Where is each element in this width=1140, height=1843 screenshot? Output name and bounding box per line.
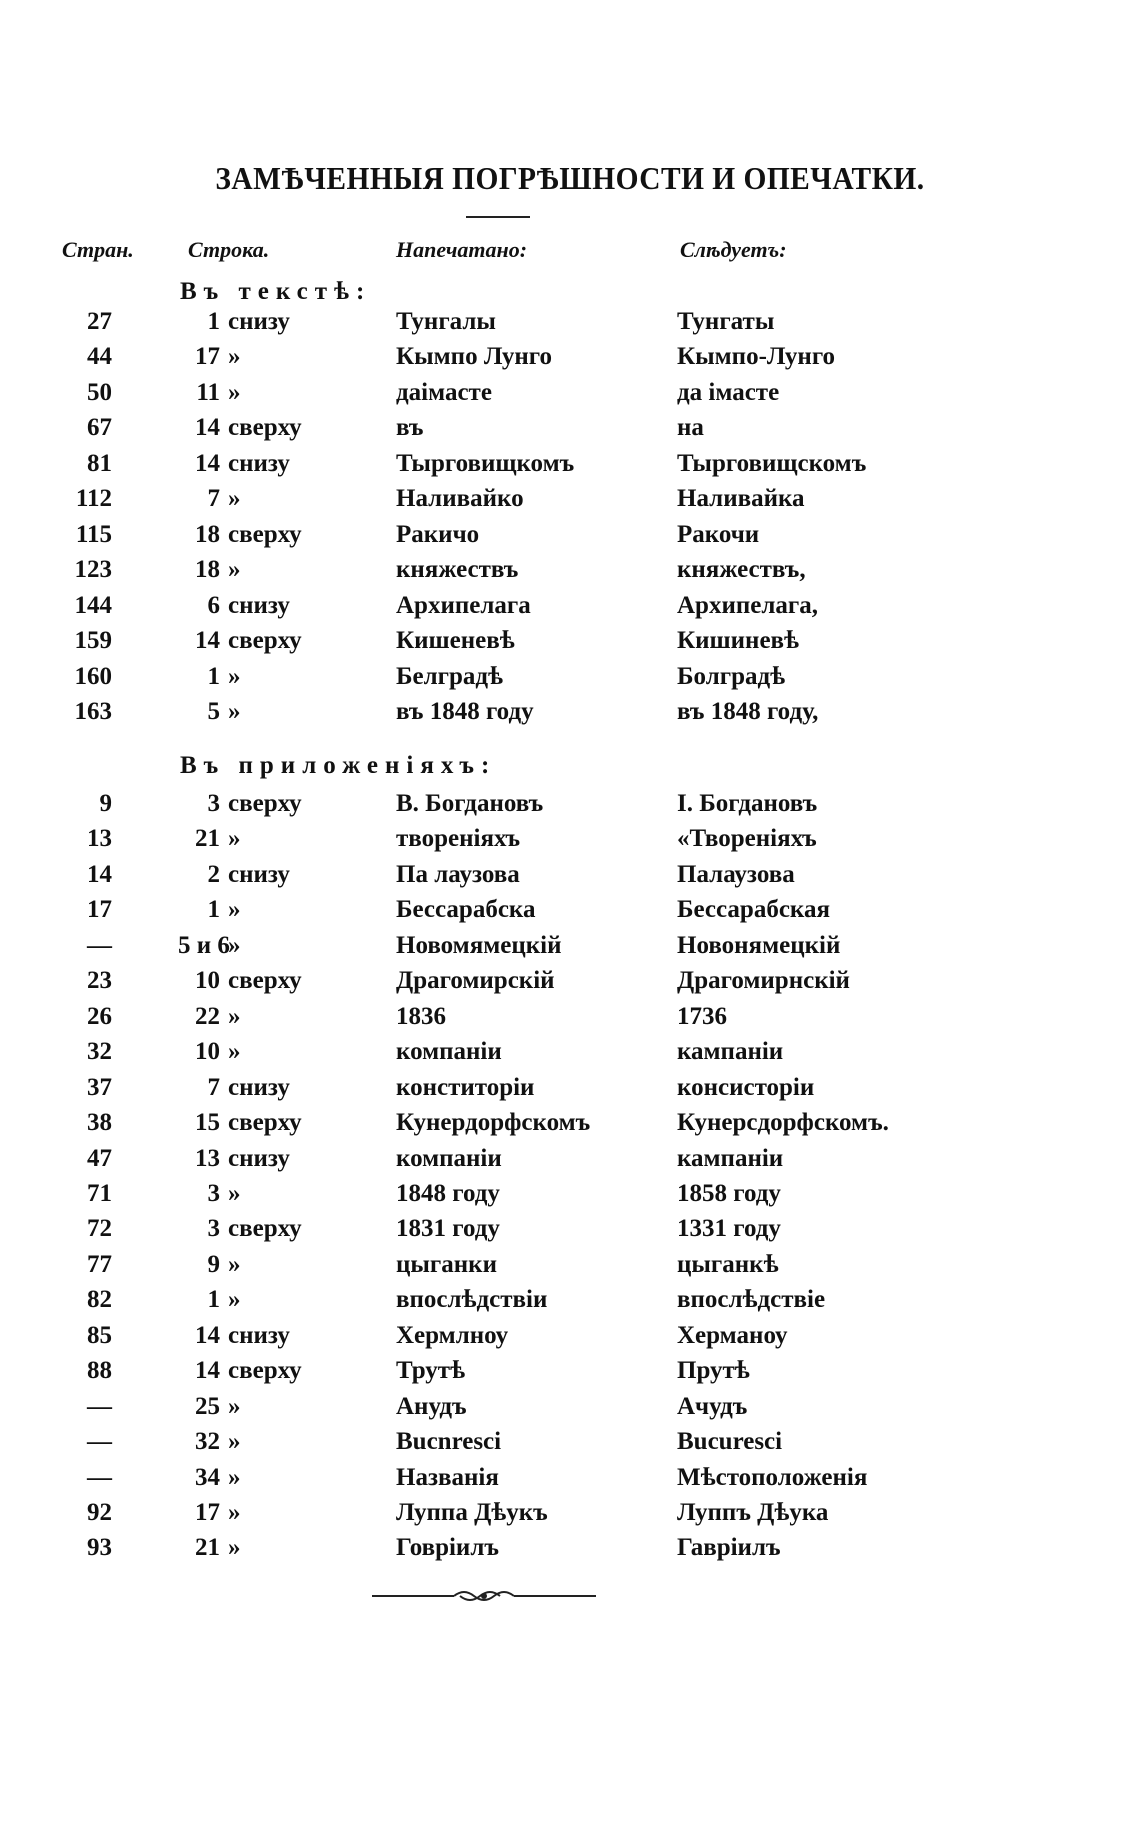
line-number: 3 — [207, 790, 220, 817]
errata-row — [0, 1464, 1140, 1499]
line-number: 14 — [195, 414, 220, 442]
line-number: 18 — [195, 556, 220, 584]
line-number: 17 — [195, 343, 220, 371]
correct-text: кампанiи — [677, 1038, 784, 1066]
correct-text: Архипелага, — [677, 591, 818, 619]
line-position: сверху — [228, 1215, 302, 1243]
page-number: 72 — [87, 1215, 112, 1243]
page-number: 14 — [87, 860, 112, 888]
page-number: 81 — [87, 449, 112, 477]
correct-text: Наливайка — [677, 485, 805, 513]
header-line: Строка. — [188, 237, 270, 262]
correct-text: Херманоу — [677, 1321, 788, 1349]
errata-row — [0, 414, 1140, 449]
page-title: ЗАМѢЧЕННЫЯ ПОГРѢШНОСТИ И ОПЕЧАТКИ. — [215, 160, 925, 196]
correct-text: Гаврiилъ — [677, 1534, 781, 1562]
page-number: 37 — [87, 1073, 112, 1101]
printed-text: въ — [396, 414, 424, 442]
correct-text: княжествъ, — [677, 556, 806, 584]
page-number: 38 — [87, 1109, 112, 1137]
line-position: » — [228, 1179, 241, 1207]
correct-text: въ 1848 году, — [677, 697, 819, 725]
correct-text: «Творенiяхъ — [677, 825, 817, 853]
correct-text: Луппъ Дѣука — [677, 1499, 829, 1526]
line-position: сверху — [228, 790, 302, 817]
printed-text: Ракичо — [396, 520, 480, 548]
line-position: сверху — [228, 1357, 302, 1385]
errata-row — [0, 896, 1140, 931]
printed-text: Луппа Дѣукъ — [396, 1499, 548, 1526]
page-number: 159 — [74, 627, 112, 655]
line-position: снизу — [228, 860, 290, 888]
line-number: 1 — [207, 662, 220, 690]
correct-text: да iмасте — [677, 378, 780, 406]
line-position: » — [228, 378, 241, 406]
page-number: 13 — [87, 825, 112, 853]
line-number: 14 — [195, 1357, 220, 1385]
line-number: 32 — [195, 1428, 220, 1456]
header-should-be: Слѣдуетъ: — [680, 237, 787, 262]
printed-text: компанiи — [396, 1144, 502, 1172]
line-number: 1 — [207, 308, 220, 335]
line-position: сверху — [228, 414, 302, 442]
printed-text: Бессарабска — [396, 896, 536, 924]
correct-text: Тырговищскомъ — [677, 449, 867, 477]
correct-text: цыганкѣ — [677, 1250, 779, 1278]
correct-text: 1736 — [677, 1002, 727, 1030]
errata-row — [0, 1251, 1140, 1286]
header-page: Стран. — [62, 237, 134, 262]
line-position: » — [228, 1286, 241, 1314]
line-number: 22 — [195, 1002, 220, 1030]
errata-row — [0, 379, 1140, 414]
correct-text: 1858 году — [677, 1179, 781, 1207]
printed-text: Тунгалы — [396, 308, 496, 335]
printed-text: конститорiи — [396, 1073, 535, 1101]
printed-text: Драгомирскiй — [396, 967, 555, 995]
correct-text: на — [677, 414, 704, 442]
correct-text: Кишиневѣ — [677, 627, 800, 655]
line-position: » — [228, 825, 241, 853]
printed-text: Кунердорфскомъ — [396, 1109, 591, 1137]
line-number: 5 — [207, 697, 220, 725]
correct-text: Ракочи — [677, 520, 760, 548]
errata-row — [0, 556, 1140, 591]
line-number: 14 — [195, 1321, 220, 1349]
page-number: 71 — [87, 1179, 112, 1207]
line-position: снизу — [228, 449, 290, 477]
errata-row — [0, 343, 1140, 378]
page-number: 9 — [99, 790, 112, 817]
errata-row — [0, 627, 1140, 662]
line-position: сверху — [228, 1109, 302, 1137]
line-number: 18 — [195, 520, 220, 548]
line-position: » — [228, 1499, 241, 1526]
errata-row — [0, 1145, 1140, 1180]
printed-text: Кымпо Лунго — [396, 343, 552, 371]
printed-text: компанiи — [396, 1038, 502, 1066]
correct-text: Кымпо-Лунго — [677, 343, 836, 371]
line-number: 1 — [207, 896, 220, 924]
line-number: 11 — [196, 378, 220, 406]
line-position: » — [228, 1392, 241, 1420]
errata-row — [0, 790, 1140, 825]
errata-row — [0, 1534, 1140, 1569]
correct-text: Bucuresci — [677, 1428, 783, 1456]
correct-text: Ачудъ — [677, 1392, 748, 1420]
line-number: 21 — [195, 1534, 220, 1562]
correct-text: Драгомирнскiй — [677, 967, 850, 995]
end-ornament — [372, 1584, 596, 1608]
errata-row — [0, 825, 1140, 860]
errata-row — [0, 1215, 1140, 1250]
errata-row — [0, 967, 1140, 1002]
printed-text: даiмасте — [396, 378, 492, 406]
correct-text: Кунерсдорфскомъ. — [677, 1109, 889, 1137]
page-number: 92 — [87, 1499, 112, 1526]
page-number: 85 — [87, 1321, 112, 1349]
correct-text: Новонямецкiй — [677, 931, 841, 959]
line-position: » — [228, 485, 241, 513]
correct-text: впослѣдствiе — [677, 1286, 826, 1314]
page-number: 50 — [87, 378, 112, 406]
line-number: 13 — [195, 1144, 220, 1172]
errata-row — [0, 308, 1140, 343]
errata-row — [0, 1499, 1140, 1534]
line-number: 1 — [207, 1286, 220, 1314]
page-number: 112 — [75, 485, 112, 513]
errata-row — [0, 450, 1140, 485]
printed-text: Архипелага — [396, 591, 531, 619]
printed-text: Анудъ — [396, 1392, 467, 1420]
line-position: » — [228, 343, 241, 371]
line-position: » — [228, 697, 241, 725]
line-number: 3 — [207, 1179, 220, 1207]
page-number: 47 — [87, 1144, 112, 1172]
page-number: 160 — [74, 662, 112, 690]
line-position: » — [228, 1002, 241, 1030]
printed-text: Новомямецкiй — [396, 931, 562, 959]
line-number: 3 — [207, 1215, 220, 1243]
line-number: 7 — [207, 485, 220, 513]
correct-text: I. Богдановъ — [677, 790, 818, 817]
line-number: 7 — [207, 1073, 220, 1101]
line-position: снизу — [228, 591, 290, 619]
page-number: 67 — [87, 414, 112, 442]
line-number: 21 — [195, 825, 220, 853]
page-number: 123 — [74, 556, 112, 584]
page-number: — — [87, 1428, 112, 1456]
line-number: 34 — [195, 1463, 220, 1491]
printed-text: цыганки — [396, 1250, 497, 1278]
correct-text: Прутѣ — [677, 1357, 750, 1385]
line-number: 6 — [207, 591, 220, 619]
printed-text: княжествъ — [396, 556, 519, 584]
errata-row — [0, 698, 1140, 733]
correct-text: кампанiи — [677, 1144, 784, 1172]
errata-row — [0, 1322, 1140, 1357]
line-position: » — [228, 1250, 241, 1278]
printed-text: В. Богдановъ — [396, 790, 544, 817]
line-number: 25 — [195, 1392, 220, 1420]
errata-row — [0, 1038, 1140, 1073]
line-number: 14 — [195, 449, 220, 477]
line-number: 2 — [207, 860, 220, 888]
errata-row — [0, 1393, 1140, 1428]
correct-text: Мѣстоположенiя — [677, 1463, 868, 1491]
errata-row — [0, 1357, 1140, 1392]
line-position: » — [228, 1428, 241, 1456]
section-title: Въ приложенiяхъ: — [180, 752, 497, 779]
printed-text: Bucnresci — [396, 1428, 502, 1456]
line-position: » — [228, 662, 241, 690]
line-position: снизу — [228, 308, 290, 335]
page-number: 27 — [87, 308, 112, 335]
line-position: снизу — [228, 1321, 290, 1349]
page-number: 163 — [74, 697, 112, 725]
printed-text: 1831 году — [396, 1215, 500, 1243]
line-position: » — [228, 931, 241, 959]
correct-text: Болградѣ — [677, 662, 786, 690]
correct-text: консисторiи — [677, 1073, 815, 1101]
section-title: Въ текстѣ: — [180, 278, 372, 305]
errata-row — [0, 1286, 1140, 1321]
errata-row — [0, 521, 1140, 556]
line-position: » — [228, 1534, 241, 1562]
printed-text: Кишеневѣ — [396, 627, 515, 655]
line-number: 10 — [195, 1038, 220, 1066]
printed-text: Белградѣ — [396, 662, 504, 690]
printed-text: 1848 году — [396, 1179, 500, 1207]
line-number: 15 — [195, 1109, 220, 1137]
line-position: » — [228, 896, 241, 924]
printed-text: творенiяхъ — [396, 825, 521, 853]
line-position: сверху — [228, 520, 302, 548]
line-position: сверху — [228, 627, 302, 655]
page-number: 115 — [75, 520, 112, 548]
correct-text: Бессарабская — [677, 896, 830, 924]
page-number: 93 — [87, 1534, 112, 1562]
line-position: снизу — [228, 1073, 290, 1101]
line-number: 9 — [207, 1250, 220, 1278]
printed-text: въ 1848 году — [396, 697, 534, 725]
errata-row — [0, 1109, 1140, 1144]
header-printed: Напечатано: — [396, 237, 528, 262]
printed-text: Хермлноу — [396, 1321, 509, 1349]
line-position: » — [228, 1463, 241, 1491]
page-number: 17 — [87, 896, 112, 924]
errata-row — [0, 485, 1140, 520]
line-number: 17 — [195, 1499, 220, 1526]
printed-text: Па лаузова — [396, 860, 520, 888]
printed-text: Трутѣ — [396, 1357, 466, 1385]
errata-row — [0, 1180, 1140, 1215]
printed-text: 1836 — [396, 1002, 446, 1030]
printed-text: впослѣдствiи — [396, 1286, 548, 1314]
line-position: снизу — [228, 1144, 290, 1172]
page-number: — — [87, 1463, 112, 1491]
page-number: — — [87, 1392, 112, 1420]
correct-text: Тунгаты — [677, 308, 775, 335]
errata-row — [0, 932, 1140, 967]
errata-row — [0, 1003, 1140, 1038]
page-number: 82 — [87, 1286, 112, 1314]
errata-row — [0, 1428, 1140, 1463]
page-number: 88 — [87, 1357, 112, 1385]
errata-row — [0, 663, 1140, 698]
page-number: 23 — [87, 967, 112, 995]
page-number: 44 — [87, 343, 112, 371]
page-number: 32 — [87, 1038, 112, 1066]
page-number: 144 — [74, 591, 112, 619]
line-position: сверху — [228, 967, 302, 995]
printed-text: Говрiилъ — [396, 1534, 499, 1562]
printed-text: Наливайко — [396, 485, 524, 513]
page-number: 26 — [87, 1002, 112, 1030]
title-rule — [466, 216, 530, 218]
printed-text: Названiя — [396, 1463, 499, 1491]
printed-text: Тырговищкомъ — [396, 449, 575, 477]
page-number: — — [87, 931, 112, 959]
errata-row — [0, 861, 1140, 896]
line-number: 10 — [195, 967, 220, 995]
errata-row — [0, 1074, 1140, 1109]
correct-text: 1331 году — [677, 1215, 781, 1243]
line-position: » — [228, 1038, 241, 1066]
errata-row — [0, 592, 1140, 627]
page-number: 77 — [87, 1250, 112, 1278]
correct-text: Палаузова — [677, 860, 795, 888]
line-number: 5 и 6 — [178, 931, 230, 959]
line-position: » — [228, 556, 241, 584]
line-number: 14 — [195, 627, 220, 655]
